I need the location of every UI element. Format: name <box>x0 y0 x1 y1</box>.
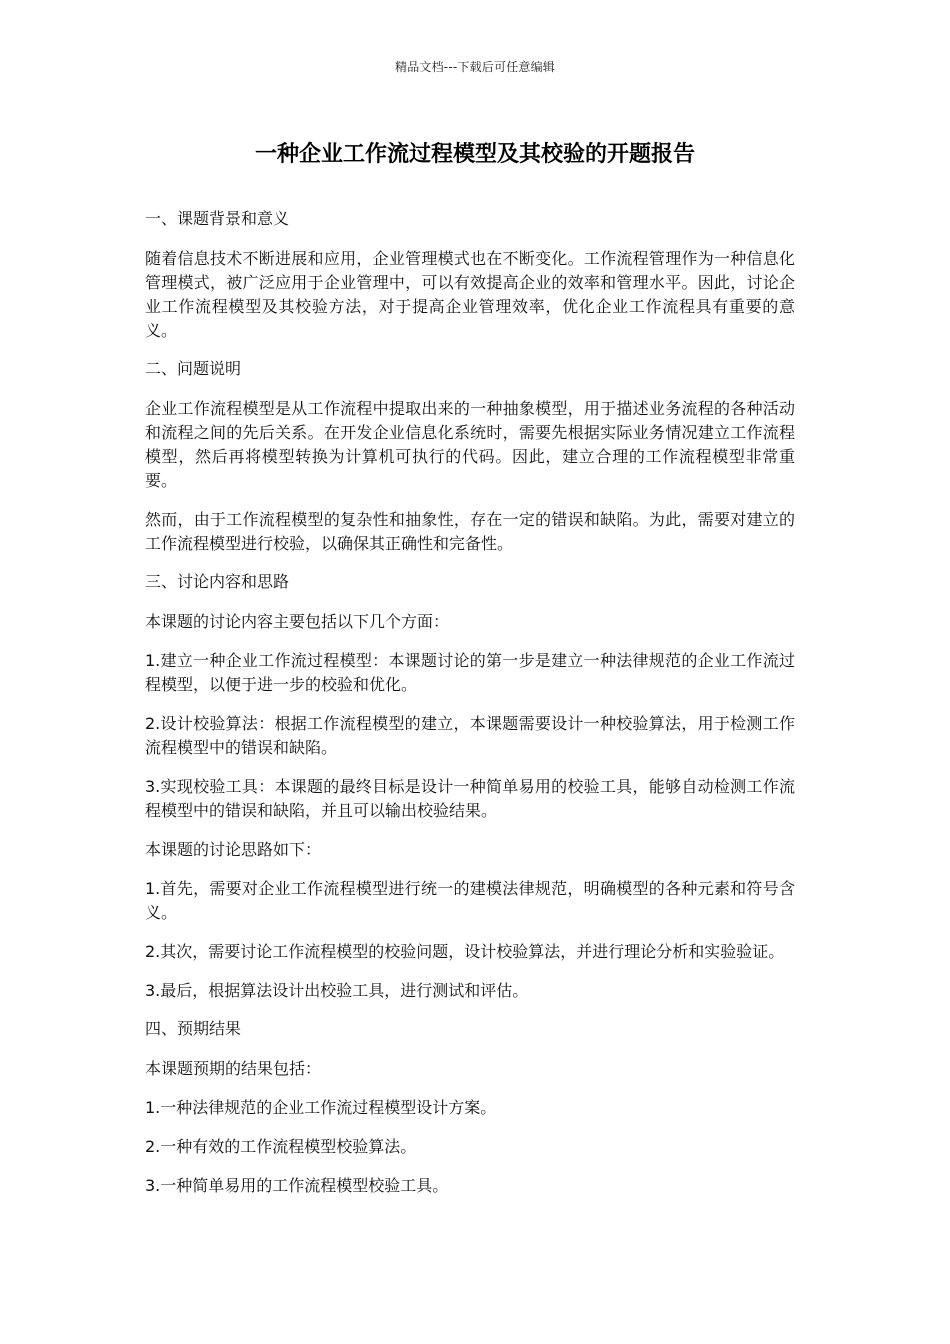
section-heading-content: 三、讨论内容和思路 <box>145 572 290 591</box>
content-intro: 本课题的讨论内容主要包括以下几个方面： <box>145 612 450 631</box>
result-item-3: 3.一种简单易用的工作流程模型校验工具。 <box>145 1176 449 1195</box>
document-title: 一种企业工作流过程模型及其校验的开题报告 <box>254 142 695 167</box>
approach-step-2: 2.其次，需要讨论工作流程模型的校验问题，设计校验算法，并进行理论分析和实验验证。 <box>145 942 785 961</box>
result-item-1: 1.一种法律规范的企业工作流过程模型设计方案。 <box>145 1098 497 1117</box>
approach-step-3: 3.最后，根据算法设计出校验工具，进行测试和评估。 <box>145 981 529 1000</box>
approach-step-1: 1.首先，需要对企业工作流程模型进行统一的建模法律规范，明确模型的各种元素和符号含义。 <box>145 879 795 922</box>
approach-intro: 本课题的讨论思路如下： <box>145 840 322 859</box>
problem-paragraph-1: 企业工作流程模型是从工作流程中提取出来的一种抽象模型，用于描述业务流程的各种活动和流程之间的先后关系。在开发企业信息化系统时，需要先根据实际业务情况建立工作流程模型，然后再将模型转换为计算机可执行的代码。因此，建立合理的工作流程模型非常重要。 <box>145 399 795 490</box>
results-intro: 本课题预期的结果包括： <box>145 1059 322 1078</box>
section-heading-results: 四、预期结果 <box>145 1019 242 1038</box>
content-item-1: 1.建立一种企业工作流过程模型：本课题讨论的第一步是建立一种法律规范的企业工作流过程模型，以便于进一步的校验和优化。 <box>145 651 795 694</box>
document-body <box>145 208 795 1213</box>
section-heading-problem: 二、问题说明 <box>145 359 242 378</box>
background-paragraph: 随着信息技术不断进展和应用，企业管理模式也在不断变化。工作流程管理作为一种信息化管理模式，被广泛应用于企业管理中，可以有效提高企业的效率和管理水平。因此，讨论企业工作流程模型及其校验方法，对于提高企业管理效率，优化企业工作流程具有重要的意义。 <box>145 249 795 340</box>
problem-paragraph-2: 然而，由于工作流程模型的复杂性和抽象性，存在一定的错误和缺陷。为此，需要对建立的工作流程模型进行校验，以确保其正确性和完备性。 <box>145 510 795 553</box>
header-note: 精品文档---下载后可任意编辑 <box>395 60 555 74</box>
section-heading-background: 一、课题背景和意义 <box>145 209 290 228</box>
content-item-2: 2.设计校验算法：根据工作流程模型的建立，本课题需要设计一种校验算法，用于检测工作流程模型中的错误和缺陷。 <box>145 714 795 757</box>
content-item-3: 3.实现校验工具：本课题的最终目标是设计一种简单易用的校验工具，能够自动检测工作流程模型中的错误和缺陷，并且可以输出校验结果。 <box>145 777 795 820</box>
result-item-2: 2.一种有效的工作流程模型校验算法。 <box>145 1137 417 1156</box>
